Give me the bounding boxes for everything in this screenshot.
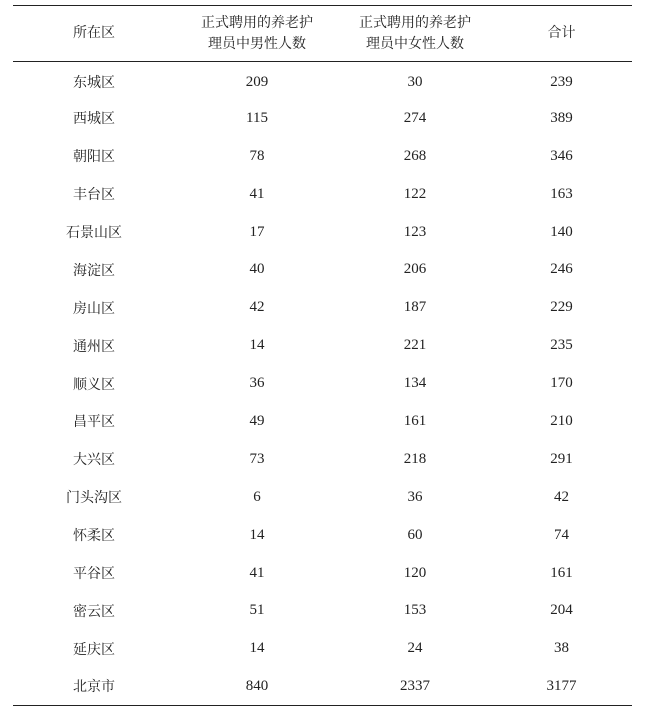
table-row bbox=[13, 630, 632, 668]
cell-district: 西城区 bbox=[73, 111, 115, 128]
cell-male-count: 41 bbox=[249, 185, 265, 202]
cell-female-count: 24 bbox=[407, 640, 423, 657]
cell-district: 房山区 bbox=[73, 300, 115, 317]
header-total bbox=[491, 6, 632, 62]
cell-female-count: 161 bbox=[403, 412, 427, 429]
cell-male-count: 49 bbox=[249, 412, 265, 429]
header-male-line2: 理员中男性人数 bbox=[208, 35, 306, 52]
table-row bbox=[13, 365, 632, 403]
cell-total: 38 bbox=[554, 640, 569, 657]
cell-total: 170 bbox=[550, 375, 573, 392]
table-row bbox=[13, 554, 632, 592]
cell-female-count: 134 bbox=[403, 375, 427, 392]
table-row bbox=[13, 99, 632, 137]
cell-female-count: 221 bbox=[403, 337, 427, 354]
cell-total: 229 bbox=[550, 299, 573, 316]
cell-district: 通州区 bbox=[73, 338, 115, 355]
cell-female-count: 274 bbox=[403, 109, 427, 126]
table-body bbox=[13, 62, 632, 706]
cell-district: 东城区 bbox=[73, 75, 115, 92]
cell-female-count: 30 bbox=[407, 73, 423, 90]
table-row bbox=[13, 251, 632, 289]
cell-district: 北京市 bbox=[73, 679, 115, 696]
table-row bbox=[13, 62, 632, 100]
table-header bbox=[13, 6, 632, 62]
cell-male-count: 40 bbox=[249, 261, 265, 278]
cell-male-count: 14 bbox=[249, 640, 265, 657]
cell-female-count: 218 bbox=[403, 450, 427, 467]
cell-total: 140 bbox=[550, 223, 573, 240]
cell-female-count: 2337 bbox=[400, 677, 430, 694]
cell-total: 246 bbox=[550, 261, 573, 278]
header-total-label: 合计 bbox=[547, 25, 576, 41]
table-row bbox=[13, 327, 632, 365]
cell-female-count: 120 bbox=[403, 564, 427, 581]
cell-female-count: 153 bbox=[403, 602, 427, 619]
cell-male-count: 73 bbox=[249, 450, 265, 467]
header-male-count bbox=[175, 6, 339, 62]
table-row bbox=[13, 440, 632, 478]
cell-district: 丰台区 bbox=[73, 187, 115, 204]
cell-male-count: 115 bbox=[246, 109, 268, 126]
cell-male-count: 209 bbox=[245, 73, 269, 90]
cell-total: 42 bbox=[554, 488, 569, 505]
header-female-line1: 正式聘用的养老护 bbox=[359, 14, 471, 31]
cell-district: 海淀区 bbox=[73, 262, 115, 279]
cell-total: 389 bbox=[550, 109, 573, 126]
cell-district: 怀柔区 bbox=[73, 528, 115, 545]
cell-district: 朝阳区 bbox=[73, 149, 115, 166]
table-row bbox=[13, 592, 632, 630]
cell-male-count: 14 bbox=[249, 337, 265, 354]
cell-male-count: 840 bbox=[245, 677, 269, 694]
cell-male-count: 17 bbox=[249, 223, 265, 240]
cell-male-count: 42 bbox=[249, 299, 265, 316]
cell-district: 门头沟区 bbox=[66, 490, 122, 507]
table-row bbox=[13, 289, 632, 327]
cell-male-count: 6 bbox=[253, 488, 261, 505]
cell-female-count: 187 bbox=[403, 299, 427, 316]
cell-district: 平谷区 bbox=[73, 566, 115, 583]
header-female-line2: 理员中女性人数 bbox=[366, 35, 464, 52]
header-female-count bbox=[339, 6, 491, 62]
table-row bbox=[13, 137, 632, 175]
header-district-label: 所在区 bbox=[73, 25, 115, 41]
cell-total: 163 bbox=[550, 185, 573, 202]
header-row bbox=[13, 6, 632, 62]
cell-total: 346 bbox=[550, 147, 573, 164]
cell-total: 161 bbox=[550, 564, 573, 581]
table-row bbox=[13, 516, 632, 554]
caregiver-table bbox=[13, 5, 632, 706]
cell-female-count: 123 bbox=[403, 223, 427, 240]
cell-total: 210 bbox=[550, 412, 573, 429]
cell-total: 235 bbox=[550, 337, 573, 354]
cell-district: 大兴区 bbox=[73, 452, 115, 469]
table-row bbox=[13, 478, 632, 516]
table-row bbox=[13, 668, 632, 706]
cell-total: 204 bbox=[550, 602, 573, 619]
cell-female-count: 206 bbox=[403, 261, 427, 278]
cell-total: 291 bbox=[550, 450, 573, 467]
cell-total: 3177 bbox=[546, 677, 577, 694]
cell-male-count: 41 bbox=[249, 564, 265, 581]
cell-district: 密云区 bbox=[73, 603, 115, 620]
cell-female-count: 60 bbox=[407, 526, 423, 543]
cell-total: 74 bbox=[554, 526, 569, 543]
header-male-line1: 正式聘用的养老护 bbox=[201, 14, 313, 31]
cell-female-count: 268 bbox=[403, 147, 427, 164]
cell-male-count: 36 bbox=[249, 375, 265, 392]
cell-district: 昌平区 bbox=[73, 414, 115, 431]
cell-male-count: 51 bbox=[249, 602, 265, 619]
cell-district: 石景山区 bbox=[66, 225, 122, 241]
cell-district: 延庆区 bbox=[73, 641, 115, 658]
cell-male-count: 14 bbox=[249, 526, 265, 543]
cell-district: 顺义区 bbox=[73, 376, 115, 393]
caregiver-table-container bbox=[13, 5, 632, 706]
header-district bbox=[13, 6, 175, 62]
cell-total: 239 bbox=[550, 73, 573, 90]
table-row bbox=[13, 213, 632, 251]
table-row bbox=[13, 403, 632, 441]
table-row bbox=[13, 175, 632, 213]
cell-male-count: 78 bbox=[249, 147, 265, 164]
cell-female-count: 122 bbox=[403, 185, 427, 202]
cell-female-count: 36 bbox=[407, 488, 423, 505]
